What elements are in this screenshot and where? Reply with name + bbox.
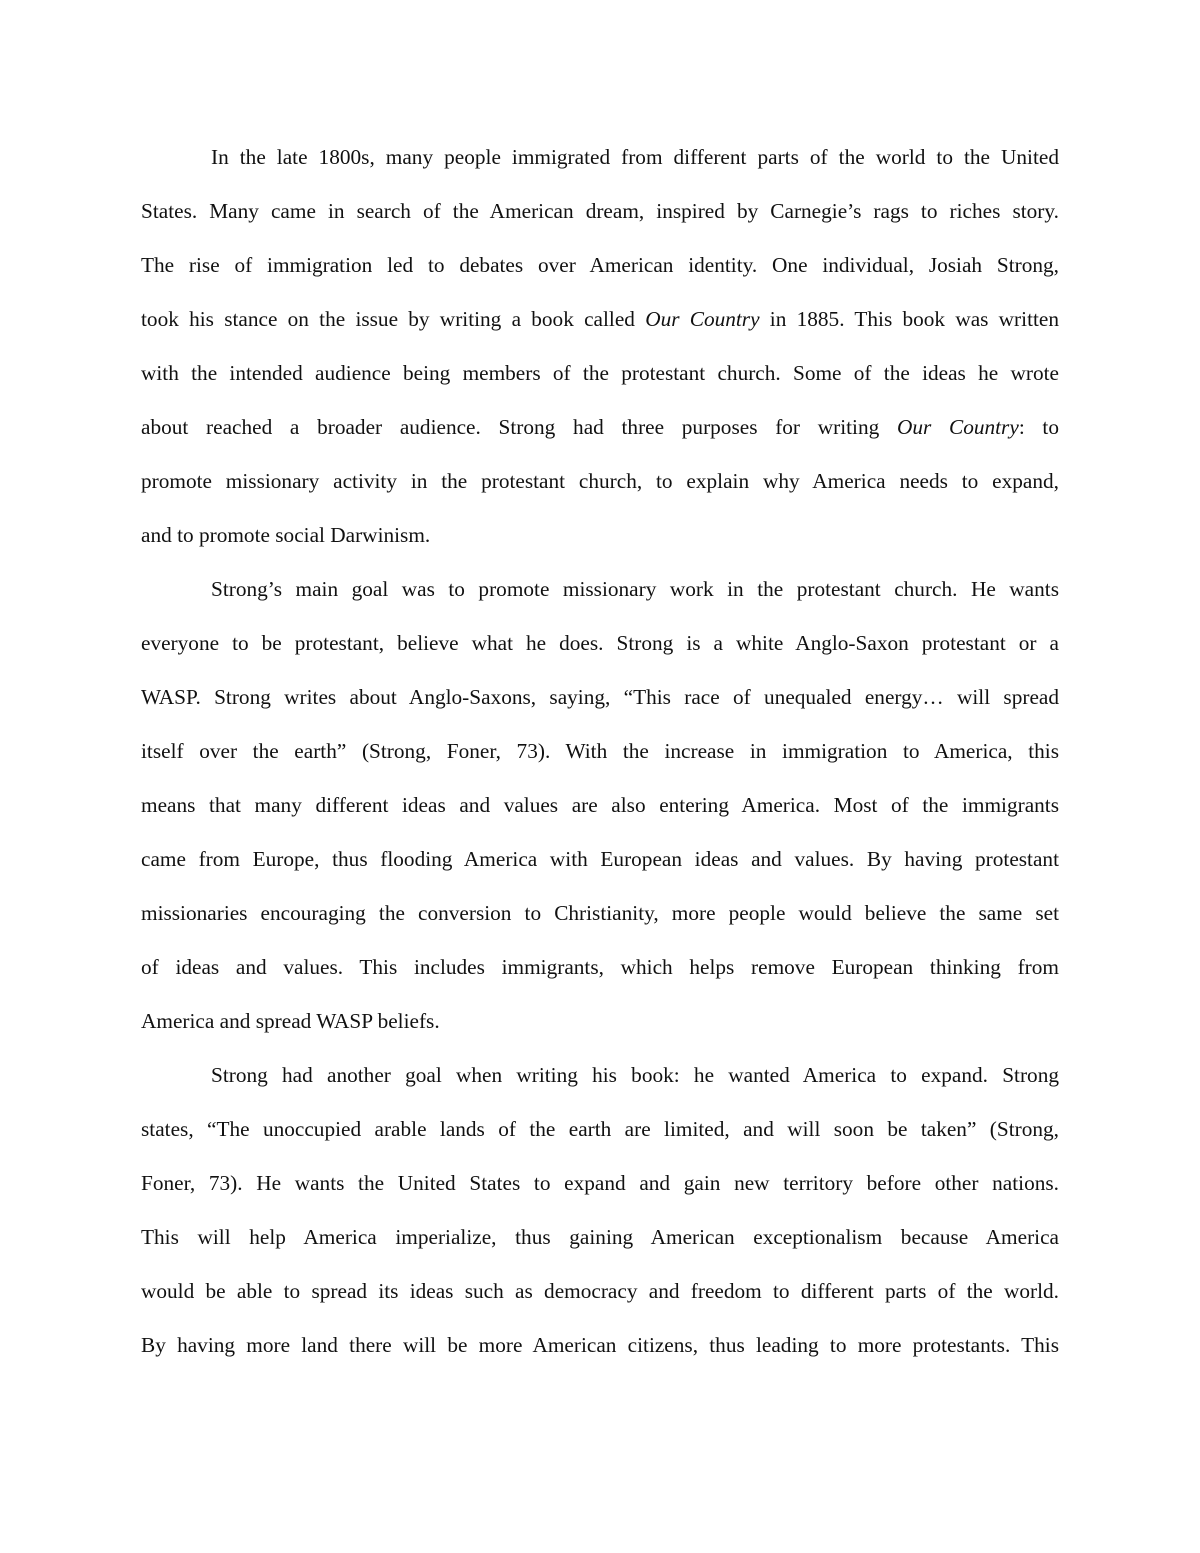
- text-run: By having more land there will be more American citizens, thus leading to more protestants. This: [141, 1333, 1059, 1357]
- text-run: promote missionary activity in the protestant church, to explain why America needs to expand,: [141, 469, 1059, 493]
- text-line: [141, 832, 1059, 886]
- text-line: [141, 454, 1059, 508]
- paragraph: [141, 130, 1059, 562]
- paragraph: [141, 562, 1059, 1048]
- text-line: [141, 1102, 1059, 1156]
- text-run: WASP. Strong writes about Anglo-Saxons, saying, “This race of unequaled energy… will spread: [141, 685, 1059, 709]
- text-line: [141, 616, 1059, 670]
- text-line: [141, 1210, 1059, 1264]
- text-line: [141, 346, 1059, 400]
- text-run: America and spread WASP beliefs.: [141, 1009, 440, 1033]
- text-run: Strong’s main goal was to promote missionary work in the protestant church. He wants: [211, 577, 1059, 601]
- text-line: [141, 724, 1059, 778]
- book-title: Our Country: [896, 415, 1019, 439]
- text-line: [141, 1156, 1059, 1210]
- text-run: missionaries encouraging the conversion to Christianity, more people would believe the same set: [141, 901, 1059, 925]
- text-run: Strong had another goal when writing his book: he wanted America to expand. Strong: [211, 1063, 1059, 1087]
- text-run: The rise of immigration led to debates over American identity. One individual, Josiah Strong,: [141, 253, 1059, 277]
- text-line: [141, 994, 1059, 1048]
- text-line: [141, 238, 1059, 292]
- text-line: [141, 292, 1059, 346]
- text-line: [141, 1264, 1059, 1318]
- text-run: States. Many came in search of the American dream, inspired by Carnegie’s rags to riches story.: [141, 199, 1059, 223]
- text-line: [141, 670, 1059, 724]
- text-run: In the late 1800s, many people immigrated from different parts of the world to the United: [211, 145, 1059, 169]
- text-line: [141, 1048, 1059, 1102]
- paragraph: [141, 1048, 1059, 1372]
- text-line: [141, 184, 1059, 238]
- text-line: [141, 886, 1059, 940]
- text-run: : to: [1018, 415, 1060, 439]
- text-run: took his stance on the issue by writing a book called: [141, 307, 646, 331]
- text-run: states, “The unoccupied arable lands of the earth are limited, and will soon be taken” (Strong,: [141, 1117, 1059, 1141]
- text-line: [141, 940, 1059, 994]
- text-line: [141, 130, 1059, 184]
- text-run: would be able to spread its ideas such as democracy and freedom to different parts of the world.: [141, 1279, 1059, 1303]
- text-line: [141, 1318, 1059, 1372]
- text-run: Foner, 73). He wants the United States to expand and gain new territory before other nations.: [141, 1171, 1059, 1195]
- text-run: came from Europe, thus flooding America with European ideas and values. By having protestant: [141, 847, 1059, 871]
- text-run: with the intended audience being members of the protestant church. Some of the ideas he wrote: [141, 361, 1059, 385]
- text-line: [141, 778, 1059, 832]
- book-title: Our Country: [645, 307, 760, 331]
- text-line: [141, 562, 1059, 616]
- text-line: [141, 508, 1059, 562]
- text-run: and to promote social Darwinism.: [141, 523, 431, 547]
- text-run: everyone to be protestant, believe what he does. Strong is a white Anglo-Saxon protestant or a: [141, 631, 1059, 655]
- text-run: This will help America imperialize, thus gaining American exceptionalism because America: [141, 1225, 1059, 1249]
- text-run: about reached a broader audience. Strong had three purposes for writing: [141, 415, 897, 439]
- essay-body: [141, 130, 1059, 1372]
- text-run: of ideas and values. This includes immigrants, which helps remove European thinking from: [141, 955, 1059, 979]
- text-line: [141, 400, 1059, 454]
- text-run: itself over the earth” (Strong, Foner, 73). With the increase in immigration to America, this: [141, 739, 1059, 763]
- text-run: in 1885. This book was written: [759, 307, 1060, 331]
- text-run: means that many different ideas and values are also entering America. Most of the immigrants: [141, 793, 1059, 817]
